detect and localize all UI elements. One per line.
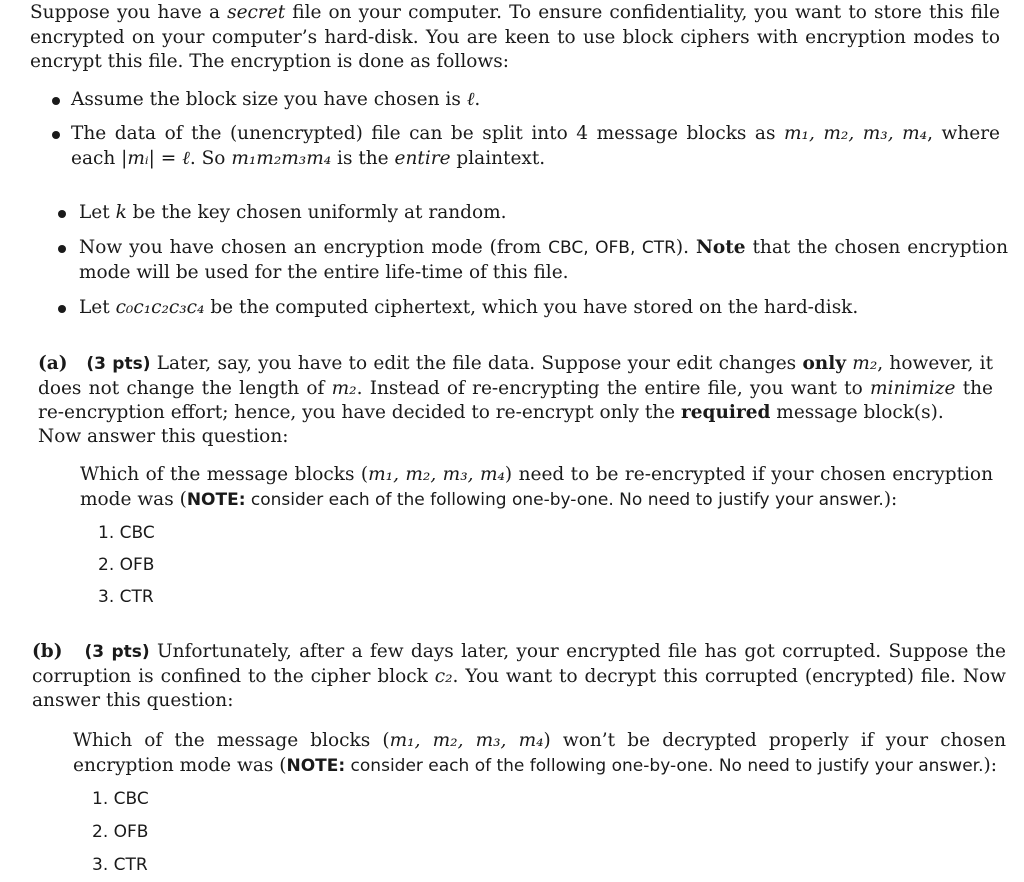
intro-paragraph: Suppose you have a secret file on your computer. To ensure confidentiality, you want to store this file encrypted on your computer’s hard-disk. You are keen to use block ciphers with encryption modes to encrypt this file. The encryption is done as follows: — [30, 2, 1001, 72]
part-a-paragraph: (a) (3 pts) Later, say, you have to edit the file data. Suppose your edit changes only m₂, however, it does not change the length of m₂. Instead of re-encrypting the entire file, you want to minimize the re-encryption effort; hence, you have decided to re-encrypt only the required message block(s). — [38, 353, 994, 423]
part-a-item-ctr: 3. CTR — [98, 587, 154, 607]
bullet-block-size: Assume the block size you have chosen is ℓ. — [52, 88, 1002, 113]
bullet-ciphertext: Let c₀c₁c₂c₃c₄ be the computed ciphertext, which you have stored on the hard-disk. — [58, 296, 1008, 321]
bullet-key: Let k be the key chosen uniformly at random. — [58, 201, 1008, 226]
part-b-label: (b) — [32, 641, 63, 662]
part-b-item-ctr: 3. CTR — [92, 855, 148, 875]
part-b-paragraph: (b) (3 pts) Unfortunately, after a few days later, your encrypted file has got corrupted. Suppose the corruption is confined to the cipher block c₂. You want to decrypt this corrupted (encrypted) file. Now answer this question: — [32, 641, 1006, 711]
part-b-points: (3 pts) — [84, 642, 150, 662]
bullet-icon — [52, 131, 60, 139]
part-b-question: Which of the message blocks (m₁, m₂, m₃, m₄) won’t be decrypted properly if your chosen encryption mode was (NOTE: consider each of the following one-by-one. No need to justify your answer.): — [73, 730, 1006, 776]
part-a-item-ofb: 2. OFB — [98, 555, 155, 575]
part-a-prompt: Now answer this question: — [38, 426, 289, 447]
part-a-question: Which of the message blocks (m₁, m₂, m₃, m₄) need to be re-encrypted if your chosen encryption mode was (NOTE: consider each of the following one-by-one. No need to justify your answer.): — [80, 464, 993, 510]
secret-word: secret — [227, 2, 286, 23]
part-a-item-cbc: 1. CBC — [98, 523, 155, 543]
part-b-item-cbc: 1. CBC — [92, 789, 149, 809]
part-a-points: (3 pts) — [86, 354, 151, 374]
part-a-label: (a) — [38, 353, 68, 374]
part-b-item-ofb: 2. OFB — [92, 822, 149, 842]
bullet-icon — [52, 97, 60, 105]
bullet-icon — [58, 210, 66, 218]
bullet-icon — [58, 305, 66, 313]
bullet-icon — [58, 245, 66, 253]
bullet-encryption-mode: Now you have chosen an encryption mode (from CBC, OFB, CTR). Note that the chosen encryption mode will be used for the entire life-time of this file. — [58, 236, 1008, 285]
bullet-message-blocks: The data of the (unencrypted) file can be split into 4 message blocks as m₁, m₂, m₃, m₄, where each |mᵢ| = ℓ. So m₁m₂m₃m₄ is the entire plaintext. — [52, 122, 1002, 171]
